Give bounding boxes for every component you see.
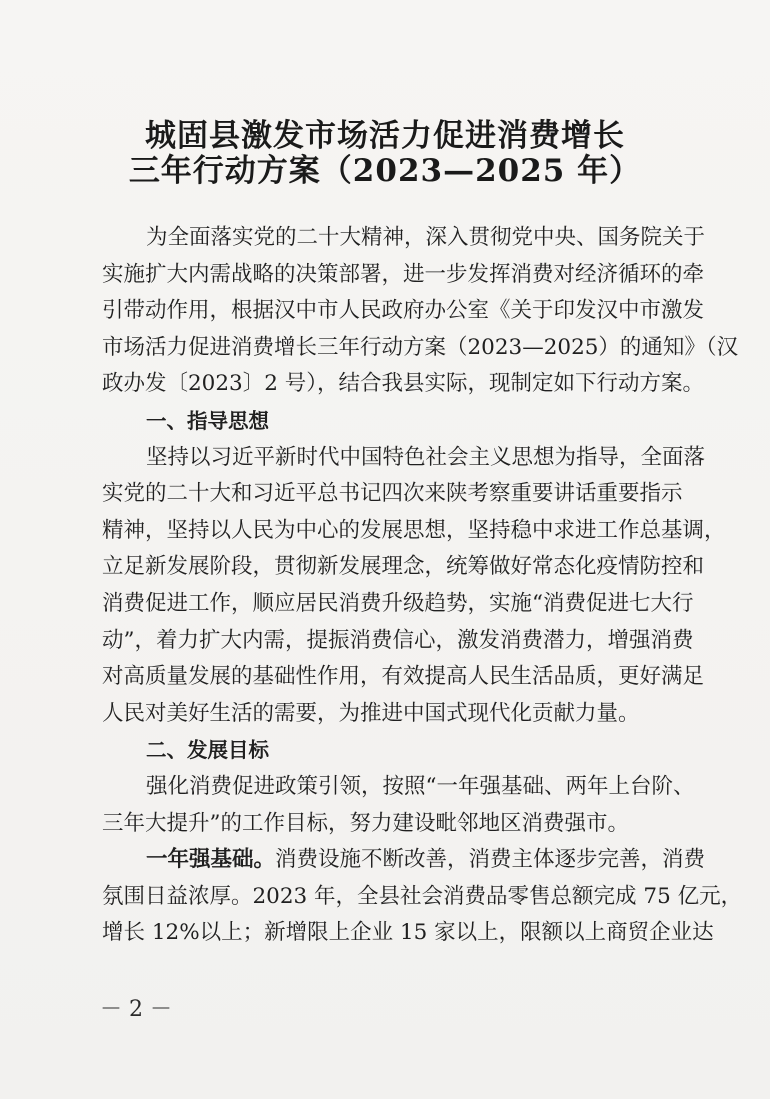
body-line: 三年大提升”的工作目标，努力建设毗邻地区消费强市。 xyxy=(102,810,629,836)
body-line: 增长 12%以上；新增限上企业 15 家以上，限额以上商贸企业达 xyxy=(102,920,714,946)
body-line: 对高质量发展的基础性作用，有效提高人民生活品质，更好满足 xyxy=(102,664,705,690)
section-heading-development-goals: 二、发展目标 xyxy=(146,738,269,763)
body-line: 立足新发展阶段，贯彻新发展理念，统筹做好常态化疫情防控和 xyxy=(102,554,705,580)
body-line: 精神，坚持以人民为中心的发展思想，坚持稳中求进工作总基调， xyxy=(102,517,726,543)
paragraph-lead: 一年强基础。 xyxy=(146,847,276,873)
body-line xyxy=(102,842,706,879)
body-line: 实党的二十大和习近平总书记四次来陕考察重要讲话重要指示 xyxy=(102,481,683,507)
body-line: 为全面落实党的二十大精神，深入贯彻党中央、国务院关于 xyxy=(146,225,706,250)
body-line: 氛围日益浓厚。2023 年，全县社会消费品零售总额完成 75 亿元， xyxy=(102,883,743,909)
document-body xyxy=(102,220,743,952)
body-line: 强化消费促进政策引领，按照“一年强基础、两年上台阶、 xyxy=(146,773,695,799)
body-line: 动”，着力扩大内需，提振消费信心，激发消费潜力，增强消费 xyxy=(102,627,694,653)
body-line: 市场活力促进消费增长三年行动方案（2023—2025）的通知》（汉 xyxy=(102,334,739,360)
body-line: 实施扩大内需战略的决策部署，进一步发挥消费对经济循环的牵 xyxy=(102,261,705,287)
body-line: 引带动作用，根据汉中市人民政府办公室《关于印发汉中市激发 xyxy=(102,298,705,324)
body-line: 坚持以习近平新时代中国特色社会主义思想为指导，全面落 xyxy=(146,444,706,470)
document-title-line-1: 城固县激发市场活力促进消费增长 xyxy=(145,118,625,154)
section-heading-guiding-ideology: 一、指导思想 xyxy=(146,408,269,433)
page-number: － 2 － xyxy=(100,997,172,1022)
body-line: 人民对美好生活的需要，为推进中国式现代化贡献力量。 xyxy=(102,700,640,726)
body-line: 政办发〔2023〕2 号），结合我县实际，现制定如下行动方案。 xyxy=(102,371,704,397)
document-title-line-2: 三年行动方案（2023—2025 年） xyxy=(128,153,642,189)
body-line-text: 消费设施不断改善，消费主体逐步完善，消费 xyxy=(275,847,706,873)
body-line: 消费促进工作，顺应居民消费升级趋势，实施“消费促进七大行 xyxy=(102,590,694,616)
